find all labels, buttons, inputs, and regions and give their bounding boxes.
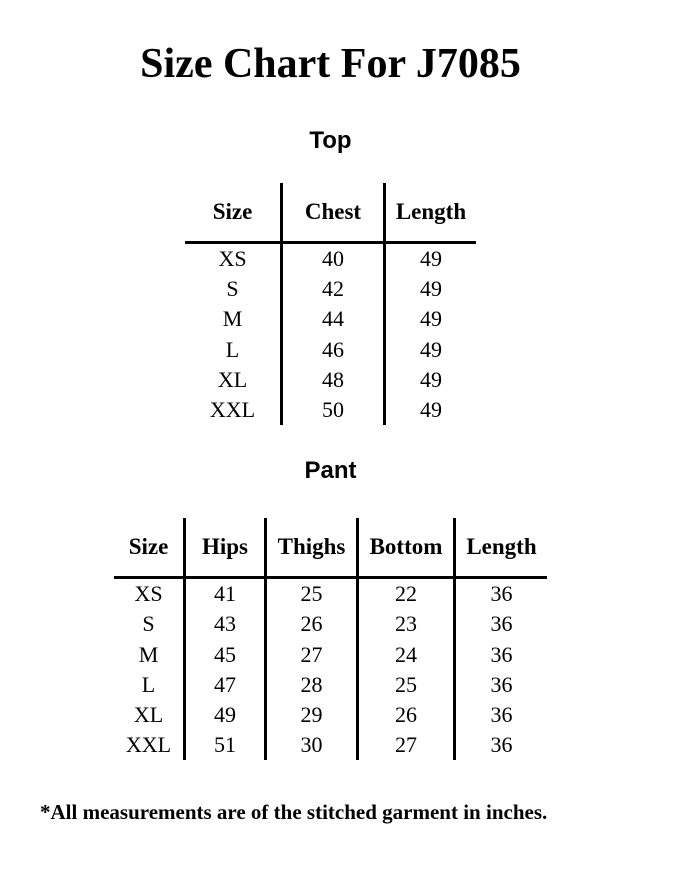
table-row <box>114 730 547 760</box>
table-cell: 49 <box>420 336 442 362</box>
table-cell: 36 <box>490 611 513 637</box>
table-cell: 49 <box>420 246 442 272</box>
table-cell: XXL <box>185 395 282 425</box>
table-cell: 44 <box>282 304 385 334</box>
column-header-size: Size <box>185 183 282 243</box>
table-cell: 46 <box>282 335 385 365</box>
header-row <box>185 183 476 243</box>
table-cell: 36 <box>490 732 513 758</box>
table-row <box>185 274 476 304</box>
table-cell: 36 <box>490 701 513 727</box>
table-cell: 25 <box>358 670 455 700</box>
table-row <box>185 304 476 334</box>
table-cell: L <box>114 670 185 700</box>
table-cell: M <box>114 640 185 670</box>
table-cell: 49 <box>420 397 442 423</box>
table-cell: XL <box>185 365 282 395</box>
pant-size-table <box>114 518 547 760</box>
table-cell: 26 <box>358 700 455 730</box>
table-cell: XS <box>114 578 185 610</box>
table-cell: 45 <box>185 640 266 670</box>
column-header-bottom: Bottom <box>358 518 455 578</box>
table-cell: S <box>185 274 282 304</box>
table-cell: 36 <box>490 581 513 607</box>
table-cell: 41 <box>185 578 266 610</box>
header-row <box>114 518 547 578</box>
table-row <box>114 578 547 610</box>
table-cell: L <box>185 335 282 365</box>
table-cell: 49 <box>420 306 442 332</box>
table-cell: 49 <box>420 276 442 302</box>
pant-section-title: Pant <box>304 457 357 485</box>
table-row <box>114 640 547 670</box>
table-cell: 42 <box>282 274 385 304</box>
column-header-length: Length <box>385 183 477 243</box>
table-cell: 36 <box>490 671 513 697</box>
table-cell: 28 <box>266 670 358 700</box>
table-cell: 49 <box>185 700 266 730</box>
table-row <box>185 365 476 395</box>
table-cell: 27 <box>358 730 455 760</box>
table-cell: 27 <box>266 640 358 670</box>
table-cell: 40 <box>282 243 385 275</box>
table-row <box>114 700 547 730</box>
table-row <box>114 609 547 639</box>
table-cell: 26 <box>266 609 358 639</box>
pant-section <box>0 456 661 760</box>
table-cell: 50 <box>282 395 385 425</box>
table-row <box>114 670 547 700</box>
column-header-chest: Chest <box>282 183 385 243</box>
table-cell: 51 <box>185 730 266 760</box>
column-header-thighs: Thighs <box>266 518 358 578</box>
measurements-footnote: *All measurements are of the stitched garment in inches. <box>40 800 548 825</box>
column-header-size: Size <box>114 518 185 578</box>
table-cell: 25 <box>266 578 358 610</box>
top-size-table <box>185 183 476 425</box>
top-section-title: Top <box>309 127 352 154</box>
table-cell: 22 <box>358 578 455 610</box>
column-header-length: Length <box>455 518 548 578</box>
table-cell: 43 <box>185 609 266 639</box>
table-row <box>185 335 476 365</box>
table-cell: S <box>114 609 185 639</box>
table-cell: 48 <box>282 365 385 395</box>
table-cell: 49 <box>420 366 442 392</box>
table-cell: 30 <box>266 730 358 760</box>
table-row <box>185 395 476 425</box>
top-section <box>0 126 661 425</box>
table-cell: XL <box>114 700 185 730</box>
table-cell: M <box>185 304 282 334</box>
table-cell: 24 <box>358 640 455 670</box>
table-row <box>185 243 476 275</box>
table-cell: XS <box>185 243 282 275</box>
page-title: Size Chart For J7085 <box>140 41 521 87</box>
table-cell: 29 <box>266 700 358 730</box>
table-cell: 36 <box>490 641 513 667</box>
table-cell: 47 <box>185 670 266 700</box>
table-cell: 23 <box>358 609 455 639</box>
column-header-hips: Hips <box>185 518 266 578</box>
table-cell: XXL <box>114 730 185 760</box>
